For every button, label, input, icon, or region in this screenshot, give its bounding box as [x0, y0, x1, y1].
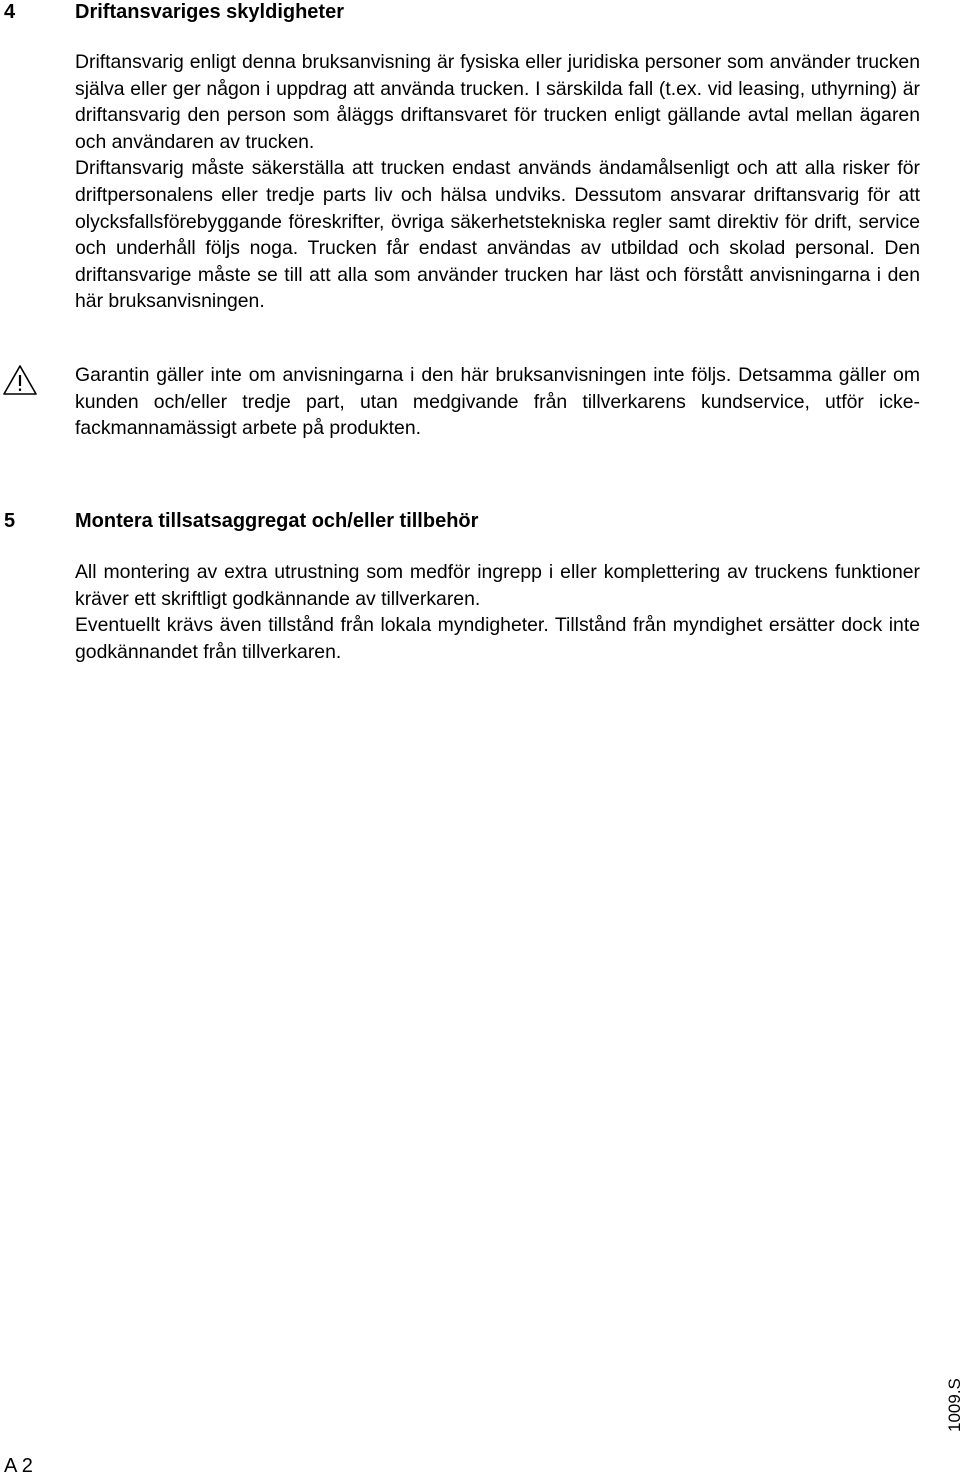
- document-code: 1009.S: [945, 1378, 964, 1432]
- section-body: [75, 559, 920, 665]
- page-number: A 2: [4, 1455, 33, 1477]
- paragraph-operator-definition: Driftansvarig enligt denna bruksanvisning är fysiska eller juridiska personer som använder trucken själva eller ger någon i uppdrag att använda trucken. I särskilda fall (t.ex. vid leasing, uthyrning) är driftansvarig den person som åläggs driftansvaret för trucken enligt gällande avtal mellan ägaren och användaren av trucken.: [75, 51, 920, 153]
- section-number: 5: [4, 510, 16, 532]
- section-number: 4: [4, 1, 16, 23]
- section-title: Montera tillsatsaggregat och/eller tillbehör: [75, 510, 479, 532]
- paragraph-accessory-approval: All montering av extra utrustning som medför ingrepp i eller komplettering av truckens funktioner kräver ett skriftligt godkännande av tillverkaren.: [75, 561, 920, 610]
- warning-triangle-icon: [2, 364, 38, 396]
- warning-text-block: [75, 362, 920, 442]
- paragraph-local-permits: Eventuellt krävs även tillstånd från lokala myndigheter. Tillstånd från myndighet ersätter dock inte godkännandet från tillverkaren.: [75, 614, 920, 663]
- section-body: [75, 49, 920, 315]
- section-5: [0, 509, 960, 689]
- paragraph-operator-duties: Driftansvarig måste säkerställa att trucken endast används ändamålsenligt och att alla risker för driftpersonalens eller tredje parts liv och hälsa undviks. Dessutom ansvarar driftansvarig för att olycksfallsförebyggande föreskrifter, övriga säkerhetstekniska regler samt direktiv för drift, service och underhåll följs noga. Trucken får endast användas av utbildad och skolad personal. Den driftansvarige måste se till att alla som använder trucken har läst och förstått anvisningarna i den här bruksanvisningen.: [75, 157, 920, 313]
- warning-text: Garantin gäller inte om anvisningarna i den här bruksanvisningen inte följs. Detsamma gäller om kunden och/eller tredje part, utan medgivande från tillverkarens kundservice, utför icke-fackmannamässigt arbete på produkten.: [75, 364, 920, 440]
- section-title: Driftansvariges skyldigheter: [75, 1, 344, 23]
- section-4: [0, 0, 960, 460]
